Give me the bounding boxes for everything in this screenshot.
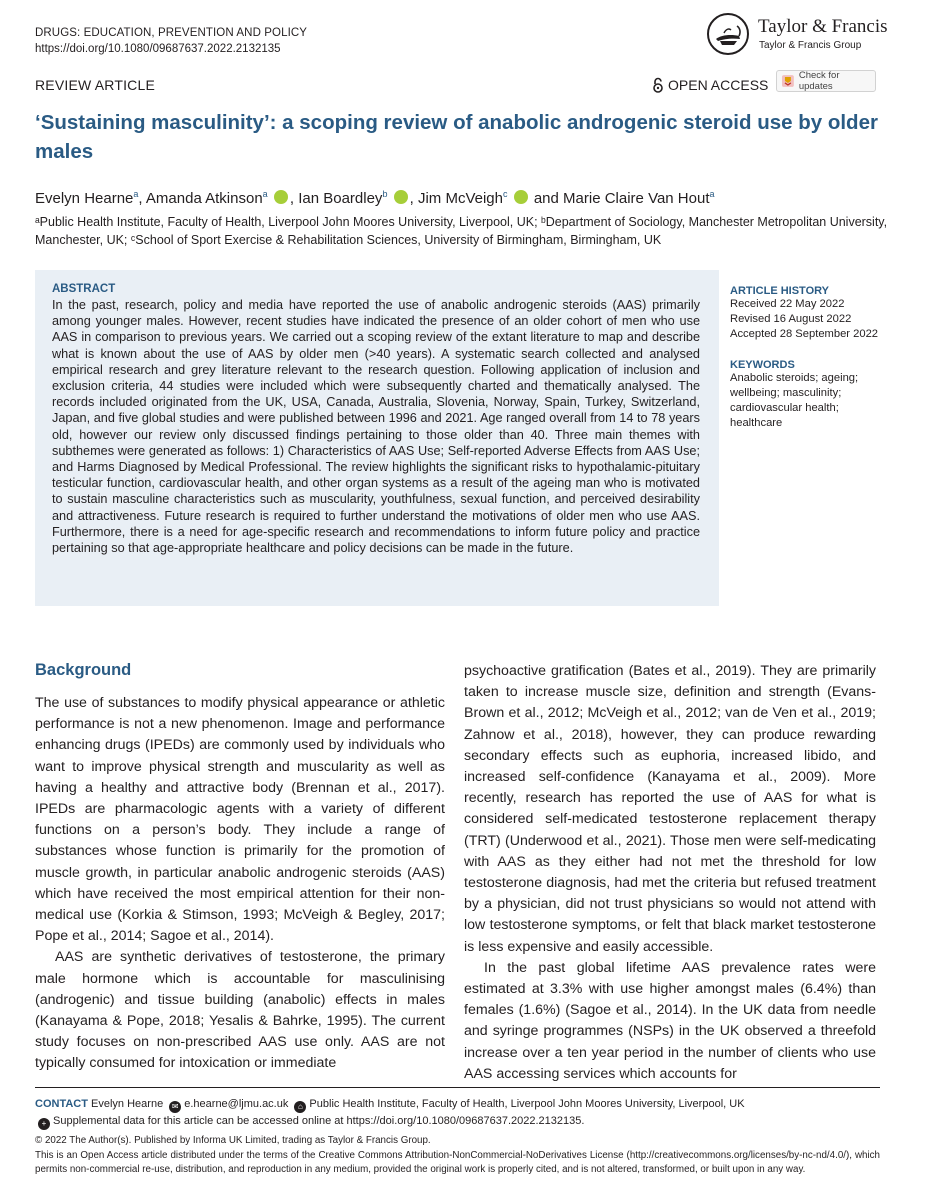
author-separator: , bbox=[138, 190, 146, 207]
received-date: Received 22 May 2022 bbox=[730, 298, 845, 310]
contact-name: Evelyn Hearne bbox=[91, 1098, 164, 1110]
keywords-text: Anabolic steroids; ageing; wellbeing; masculinity; cardiovascular health; healthcare bbox=[730, 372, 859, 429]
article-type: REVIEW ARTICLE bbox=[35, 77, 156, 93]
author-separator: , bbox=[409, 190, 418, 207]
paragraph: The use of substances to modify physical appearance or athletic performance is not a new phenomenon. Image and performance enhancing drugs (IPEDs) are commonly used by individuals who want to improve physical strength and muscularity as well as having a healthy and attractive body (Brennan et al., 2017). IPEDs are pharmacologic agents with a variety of different functions on a person’s body. They include a range of substances whose function is primarily for the promotion of muscle growth, in particular anabolic androgenic steroids (AAS) which have received the most empirical attention for their non-medical use (Korkia & Stimson, 1993; McVeigh & Begley, 2017; Pope et al., 2014; Sagoe et al., 2014). bbox=[35, 695, 445, 945]
supplemental-icon: + bbox=[38, 1118, 50, 1130]
supplemental-text[interactable]: Supplemental data for this article can be accessed online at https://doi.org/10.1080/09687637.2022.2132135. bbox=[53, 1115, 585, 1127]
author-name[interactable]: Marie Claire Van Hout bbox=[563, 190, 710, 207]
contact-address: Public Health Institute, Faculty of Health, Liverpool John Moores University, Liverpool, UK bbox=[309, 1098, 745, 1110]
contact-label: CONTACT bbox=[35, 1098, 88, 1110]
paragraph: In the past global lifetime AAS prevalence rates were estimated at 3.3% with use higher amongst males (6.4%) than females (1.6%) (Sagoe et al., 2014). In the UK data from needle and syringe programmes (NSPs) in the UK observed a threefold increase over a ten year period in the number of clients who use AAS accessing services which accounts for bbox=[464, 959, 876, 1082]
orcid-icon[interactable] bbox=[274, 190, 288, 204]
publisher-group: Taylor & Francis Group bbox=[759, 40, 862, 51]
author-separator: and bbox=[529, 190, 564, 207]
check-for-updates-button[interactable] bbox=[776, 70, 876, 92]
orcid-icon[interactable] bbox=[394, 190, 408, 204]
author-affiliation-mark: a bbox=[709, 189, 715, 199]
open-access-badge bbox=[652, 77, 768, 93]
article-history bbox=[730, 285, 900, 342]
author-name[interactable]: Evelyn Hearne bbox=[35, 190, 134, 207]
author-affiliation-mark: a bbox=[133, 189, 139, 199]
publisher-name: Taylor & Francis bbox=[758, 16, 888, 37]
affiliations: ᵃPublic Health Institute, Faculty of Health, Liverpool John Moores University, Liverpool, UK; ᵇDepartment of Sociology, Manchester Metropolitan University, Manchester, UK; ᶜSchool of Sport Exercise & Rehabilitation Sciences, University of Birmingham, Birmingham, UK bbox=[35, 215, 888, 247]
section-heading-background: Background bbox=[35, 661, 132, 679]
contact-line bbox=[35, 1097, 905, 1113]
left-column bbox=[35, 693, 445, 1075]
article-history-heading: ARTICLE HISTORY bbox=[730, 285, 830, 297]
publisher-logo[interactable] bbox=[706, 12, 886, 62]
paragraph: psychoactive gratification (Bates et al., 2019). They are primarily taken to increase muscle size, definition and strength (Evans-Brown et al., 2012; McVeigh et al., 2012; van de Ven et al., 2019; Zahnow et al., 2018), however, they can produce rewarding secondary effects such as euphoria, increased libido, and increased self-confidence (Kanayama et al., 2009). More recently, research has reported the use of AAS for what is considered self-medicated testosterone replacement therapy (TRT) (Underwood et al., 2021). Those men were self-medicating with AAS as they either had not met the threshold for low testosterone diagnosis, had met the criteria but refused treatment by a physician, did not trust physicians so would not attend with low testosterone symptoms, or felt that black market testosterone is less expensive and easily accessible. bbox=[464, 663, 876, 955]
article-title: ‘Sustaining masculinity’: a scoping review of anabolic androgenic steroid use by older males bbox=[35, 111, 878, 163]
license-notice: This is an Open Access article distributed under the terms of the Creative Commons Attribution-NonCommercial-NoDerivatives License (http://creativecommons.org/licenses/by-nc-nd/4.0/), which permits non-commercial re-use, distribution, and reproduction in any medium, provided the original work is properly cited, and is not altered, transformed, or built upon in any way. bbox=[35, 1150, 880, 1175]
keywords-heading: KEYWORDS bbox=[730, 359, 795, 371]
copyright-notice: © 2022 The Author(s). Published by Informa UK Limited, trading as Taylor & Francis Group. bbox=[35, 1135, 431, 1146]
author-list bbox=[35, 183, 895, 210]
check-updates-icon bbox=[781, 74, 795, 88]
author-affiliation-mark: a bbox=[262, 189, 268, 199]
abstract-heading: ABSTRACT bbox=[52, 283, 116, 295]
accepted-date: Accepted 28 September 2022 bbox=[730, 328, 879, 340]
contact-email-link[interactable]: e.hearne@ljmu.ac.uk bbox=[184, 1098, 289, 1110]
right-column bbox=[464, 661, 876, 1085]
email-icon: ✉ bbox=[169, 1101, 181, 1113]
author-affiliation-mark: b bbox=[382, 189, 388, 199]
orcid-icon[interactable] bbox=[514, 190, 528, 204]
taylor-francis-lamp-logo bbox=[706, 12, 750, 56]
address-icon: ⌂ bbox=[294, 1101, 306, 1113]
supplemental-line bbox=[35, 1114, 905, 1130]
author-name[interactable]: Ian Boardley bbox=[298, 190, 383, 207]
abstract-text: In the past, research, policy and media have reported the use of anabolic androgenic steroids (AAS) primarily among younger males. However, recent studies have indicated the presence of an older cohort of men who use AAS in comparison to previous years. We carried out a scoping review of the extant literature to map and describe what is known about the use of AAS by older men (>40 years). A systematic search collected and analysed empirical research and grey literature relevant to the research question. Following application of inclusion and exclusion criteria, 44 studies were included which were subsequently charted and thematically analysed. The records included originated from the UK, USA, Canada, Australia, Slovenia, Norway, Spain, Turkey, Switzerland, Japan, and five global studies and were published between 1996 and 2021. Age ranged overall from 14 to 78 years old, however our review only discussed findings pertaining to those older than 40. Three main themes with subthemes were generated as follows: 1) Characteristics of AAS Use; Self-reported Adverse Effects from AAS Use; and Harms Diagnosed by Medical Professional. The review highlights the significant risks to hypothalamic-pituitary testicular function, cardiovascular health, and other organ systems as a result of the ageing man who is motivated to sustain masculine characteristics such as muscularity, youthfulness, sexual function, and perceived desirability and attractiveness. Future research is required to further understand the motivations of older men who use AAS. Furthermore, there is a need for age-specific research and recommendations to inform future policy and practice pertaining so that age-appropriate healthcare and policy decisions can be made in the future. bbox=[52, 298, 700, 556]
open-access-lock-icon bbox=[652, 77, 664, 93]
keywords-section bbox=[730, 359, 885, 431]
paragraph: AAS are synthetic derivatives of testosterone, the primary male hormone which is accountable for masculinising (androgenic) and tissue building (anabolic) effects in males (Kanayama & Pope, 2018; Yesalis & Bahrke, 1995). The current study focuses on non-prescribed AAS use only. AAS are not typically consumed for intoxication or immediate bbox=[35, 949, 445, 1072]
check-updates-label: Check for updates bbox=[798, 70, 840, 92]
revised-date: Revised 16 August 2022 bbox=[730, 313, 852, 325]
open-access-label: OPEN ACCESS bbox=[668, 77, 769, 93]
author-separator: , bbox=[289, 190, 299, 207]
author-name[interactable]: Amanda Atkinson bbox=[145, 190, 263, 207]
author-name[interactable]: Jim McVeigh bbox=[417, 190, 503, 207]
author-affiliation-mark: c bbox=[503, 189, 508, 199]
journal-name: DRUGS: EDUCATION, PREVENTION AND POLICY bbox=[35, 27, 308, 39]
article-doi-link[interactable]: https://doi.org/10.1080/09687637.2022.2132135 bbox=[35, 43, 281, 55]
footer-divider bbox=[35, 1087, 880, 1088]
